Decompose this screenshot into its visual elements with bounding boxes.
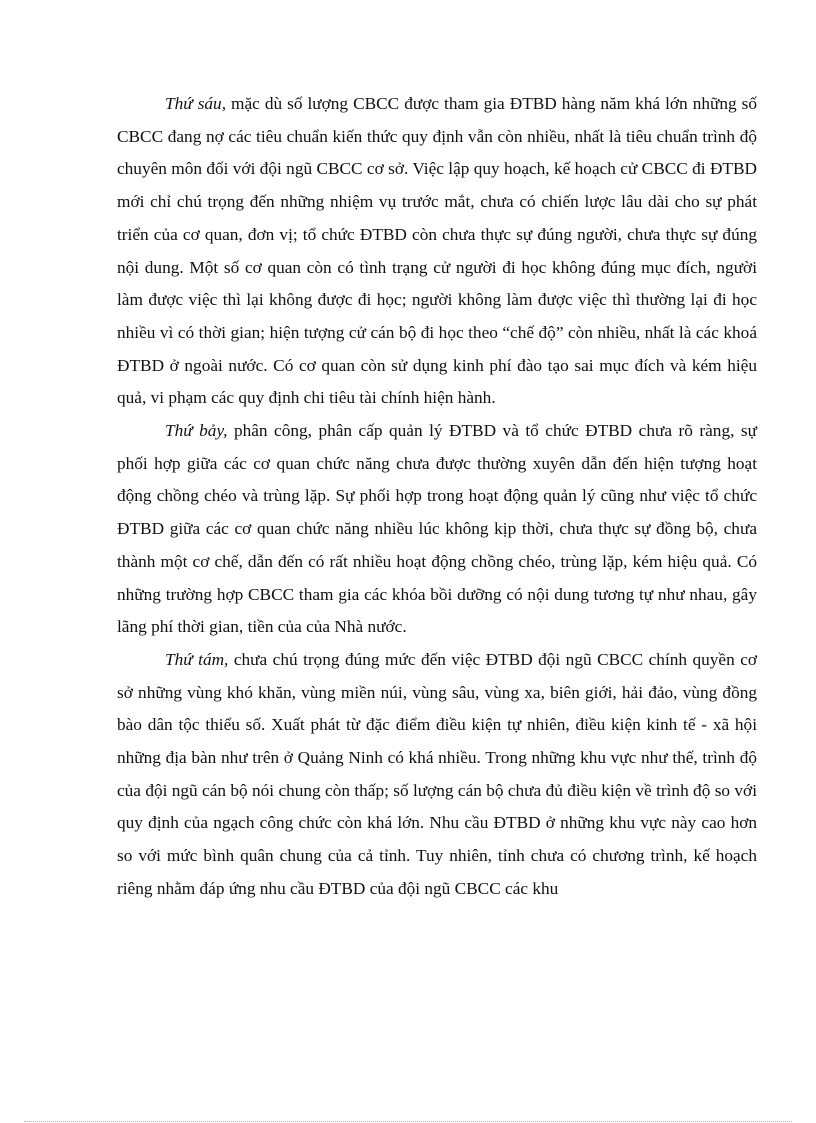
paragraph-body: mặc dù số lượng CBCC được tham gia ĐTBD hàng năm khá lớn những số CBCC đang nợ các tiêu chuẩn kiến thức quy định vẫn còn nhiều, nhất là tiêu chuẩn trình độ chuyên môn đối với đội ngũ CBCC cơ sở. Việc lập quy hoạch, kế hoạch cử CBCC đi ĐTBD mới chỉ chú trọng đến những nhiệm vụ trước mắt, chưa có chiến lược lâu dài cho sự phát triển của cơ quan, đơn vị; tổ chức ĐTBD còn chưa thực sự đúng người, chưa thực sự đúng nội dung. Một số cơ quan còn có tình trạng cử người đi học không đúng mục đích, người làm được việc thì lại không được đi học; người không làm được việc thì thường lại đi học nhiều vì có thời gian; hiện tượng cử cán bộ đi học theo “chế độ” còn nhiều, nhất là các khoá ĐTBD ở ngoài nước. Có cơ quan còn sử dụng kinh phí đào tạo sai mục đích và kém hiệu quả, vi phạm các quy định chi tiêu tài chính hiện hành. [117, 94, 757, 408]
paragraph-body: phân công, phân cấp quản lý ĐTBD và tổ chức ĐTBD chưa rõ ràng, sự phối hợp giữa các cơ quan chức năng chưa được thường xuyên dẫn đến hiện tượng hoạt động chồng chéo và trùng lặp. Sự phối hợp trong hoạt động quản lý cũng như việc tổ chức ĐTBD giữa các cơ quan chức năng nhiều lúc không kịp thời, chưa thực sự đồng bộ, chưa thành một cơ chế, dẫn đến có rất nhiều hoạt động chồng chéo, trùng lặp, kém hiệu quả. Có những trường hợp CBCC tham gia các khóa bồi dưỡng có nội dung tương tự như nhau, gây lãng phí thời gian, tiền của của Nhà nước. [117, 421, 757, 637]
paragraph-lead: Thứ sáu, [165, 94, 227, 113]
paragraph-thu-tam [117, 644, 757, 906]
paragraph-body: chưa chú trọng đúng mức đến việc ĐTBD đội ngũ CBCC chính quyền cơ sở những vùng khó khăn, vùng miền núi, vùng sâu, vùng xa, biên giới, hải đảo, vùng đồng bào dân tộc thiểu số. Xuất phát từ đặc điểm điều kiện tự nhiên, điều kiện kinh tế - xã hội những địa bàn như trên ở Quảng Ninh có khá nhiều. Trong những khu vực như thế, trình độ của đội ngũ cán bộ nói chung còn thấp; số lượng cán bộ chưa đủ điều kiện về trình độ so với quy định của ngạch công chức còn khá lớn. Nhu cầu ĐTBD ở những khu vực này cao hơn so với mức bình quân chung của cả tỉnh. Tuy nhiên, tỉnh chưa có chương trình, kế hoạch riêng nhằm đáp ứng nhu cầu ĐTBD của đội ngũ CBCC các khu [117, 649, 757, 898]
page-bottom-divider [24, 1121, 792, 1122]
paragraph-lead: Thứ tám, [165, 649, 229, 669]
paragraph-thu-sau [117, 88, 757, 415]
paragraph-thu-bay [117, 415, 757, 644]
body-text [117, 88, 757, 906]
paragraph-lead: Thứ bảy, [165, 421, 228, 441]
